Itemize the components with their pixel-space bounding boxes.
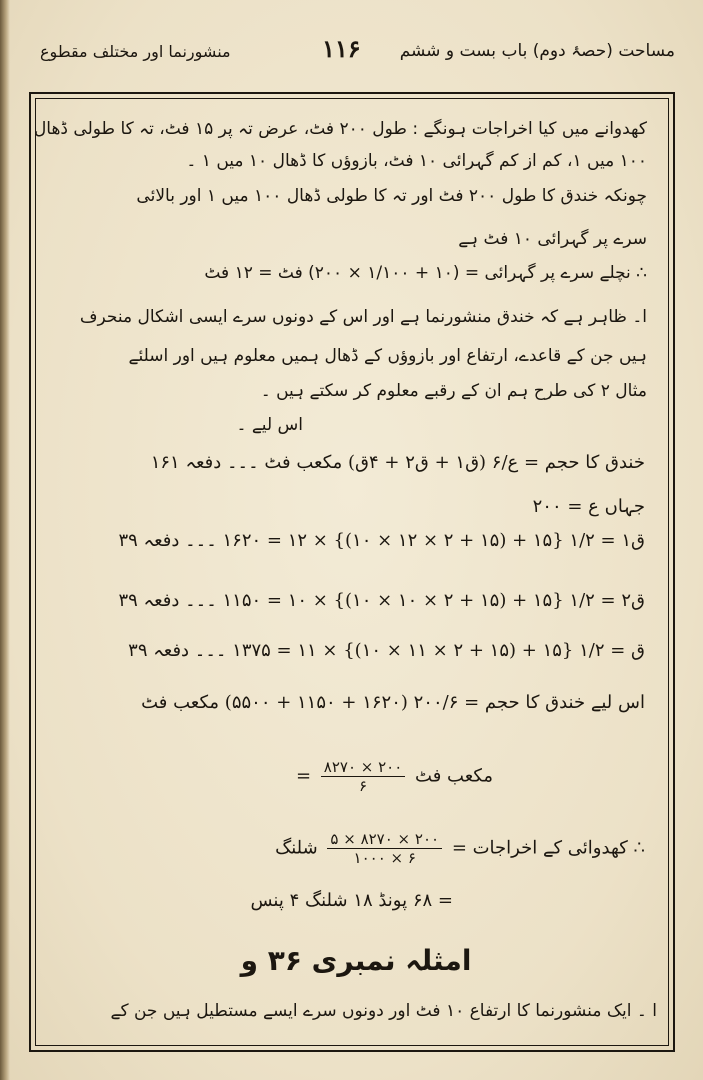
volume-simplified-unit: مکعب فٹ [415, 765, 493, 787]
text-line-2: ۱۰۰ میں ۱، کم از کم گہرائی ۱۰ فٹ، بازوؤں کا ڈھال ۱۰ میں ۱ ۔ [186, 151, 647, 171]
text-line-4: سرے پر گہرائی ۱۰ فٹ ہے [458, 229, 647, 249]
equation-q1: ق۱ = ۱/۲ {۱۵ + (۱۵ + ۲ × ۱۲ × ۱۰)} × ۱۲ = ۱۶۲۰ ۔۔۔ دفعہ ۳۹ [118, 530, 645, 551]
volume-result: اس لیے خندق کا حجم = ۲۰۰/۶ (۱۶۲۰ + ۱۱۵۰ + ۵۵۰۰) مکعب فٹ [141, 692, 645, 713]
cost-unit: شلنگ [275, 837, 318, 859]
exercise-heading: امثلہ نمبری ۳۶ و [240, 944, 472, 977]
cost-label: ∴ کھدوائی کے اخراجات = [451, 837, 645, 859]
text-line-6: ا۔ ظاہر ہے کہ خندق منشورنما ہے اور اس کے دونوں سرے ایسی اشکال منحرف [79, 307, 647, 327]
text-line-7: ہیں جن کے قاعدے، ارتفاع اور بازوؤں کے ڈھال ہمیں معلوم ہیں اور اسلئے [128, 346, 647, 366]
cost-numerator: ۵ × ۸۲۷۰ × ۲۰۰ [327, 830, 442, 849]
where-h: جہاں ع = ۲۰۰ [532, 496, 645, 517]
equation-q2: ق۲ = ۱/۲ {۱۵ + (۱۵ + ۲ × ۱۰ × ۱۰)} × ۱۰ = ۱۱۵۰ ۔۔۔ دفعہ ۳۹ [118, 590, 645, 611]
book-spine-shadow [0, 0, 10, 1080]
volume-simplified-fraction [321, 758, 406, 795]
volume-formula: خندق کا حجم = ع/۶ (ق۱ + ق۲ + ۴ق) مکعب فٹ ۔۔۔ دفعہ ۱۶۱ [150, 452, 645, 473]
text-line-1: کھدوانے میں کیا اخراجات ہونگے : طول ۲۰۰ فٹ، عرض تہ پر ۱۵ فٹ، تہ کا طولی ڈھال [33, 119, 647, 139]
cost-final: = ۶۸ پونڈ ۱۸ شلنگ ۴ پنس [250, 890, 453, 911]
header-section-title: منشورنما اور مختلف مقطوع [40, 42, 231, 61]
header-chapter: مساحت (حصۂ دوم) باب بست و ششم [399, 41, 675, 61]
text-line-8: مثال ۲ کی طرح ہم ان کے رقبے معلوم کر سکتے ہیں ۔ [260, 381, 647, 401]
volume-simplified: مکعب فٹ $\frac{۸۲۷۰ \times ۲۰۰}{۶}$ = [295, 758, 493, 795]
cost-fraction [327, 830, 442, 867]
volume-simplified-denominator: ۶ [359, 777, 368, 795]
exercise-first-line: ا ۔ ایک منشورنما کا ارتفاع ۱۰ فٹ اور دونوں سرے ایسے مستطیل ہیں جن کے [110, 1001, 657, 1021]
running-header [30, 34, 675, 74]
volume-simplified-numerator: ۸۲۷۰ × ۲۰۰ [321, 758, 406, 777]
page-number: ۱۱۶ [322, 34, 361, 63]
equation-q: ق = ۱/۲ {۱۵ + (۱۵ + ۲ × ۱۱ × ۱۰)} × ۱۱ = ۱۳۷۵ ۔۔۔ دفعہ ۳۹ [128, 640, 645, 661]
text-line-3: چونکہ خندق کا طول ۲۰۰ فٹ اور تہ کا طولی ڈھال ۱۰۰ میں ۱ اور بالائی [136, 186, 647, 206]
cost-denominator: ۱۰۰۰ × ۶ [353, 849, 416, 867]
text-line-5: ∴ نچلے سرے پر گہرائی = (۱۰ + ۱/۱۰۰ × ۲۰۰) فٹ = ۱۲ فٹ [204, 263, 647, 283]
text-line-9: اس لیے ۔ [236, 415, 303, 435]
cost-equation [275, 830, 645, 867]
